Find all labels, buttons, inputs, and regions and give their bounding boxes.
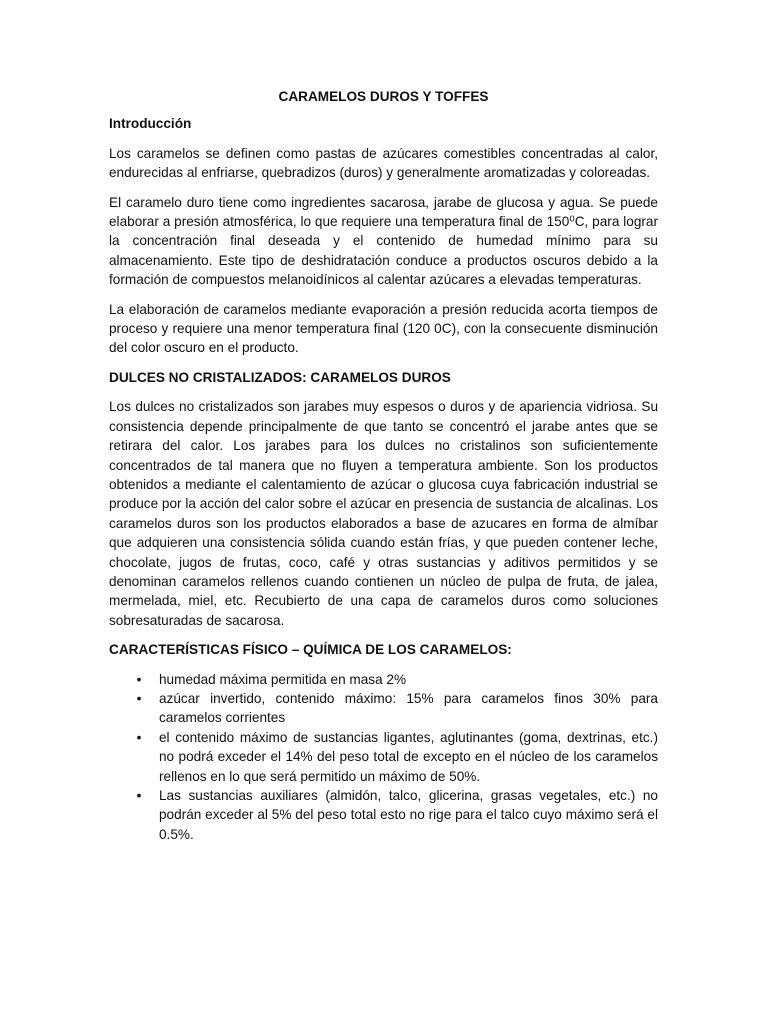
bullet-icon: • [136,690,142,706]
list-item [109,728,658,786]
list-item-text: Las sustancias auxiliares (almidón, talco, glicerina, grasas vegetales, etc.) no podrán exceder al 5% del peso total esto no rige para el talco cuyo máximo será el 0.5%. [159,788,658,842]
section-heading-caramelos-duros: DULCES NO CRISTALIZADOS: CARAMELOS DUROS [109,369,451,385]
bullet-icon: • [136,788,142,803]
list-item [109,670,658,689]
list-item-text: humedad máxima permitida en masa 2% [159,671,407,687]
section-heading-caracteristicas: CARACTERÍSTICAS FÍSICO – QUÍMICA DE LOS CARAMELOS: [109,642,512,658]
bullet-icon: • [136,671,142,687]
characteristics-list [109,670,658,845]
intro-paragraph-1: Los caramelos se definen como pastas de azúcares comestibles concentradas al calor, endurecidas al enfriarse, quebradizos (duros) y generalmente aromatizadas y coloreadas. [109,145,658,181]
list-item [109,786,658,844]
document-title: CARAMELOS DUROS Y TOFFES [278,89,489,104]
list-item [109,689,658,728]
intro-heading: Introducción [109,116,192,132]
list-item-text: azúcar invertido, contenido máximo: 15% para caramelos finos 30% para caramelos corrientes [159,690,658,726]
bullet-icon: • [136,729,142,745]
document-content [109,87,658,844]
intro-paragraph-3: La elaboración de caramelos mediante evaporación a presión reducida acorta tiempos de proceso y requiere una menor temperatura final (120 0C), con la consecuente disminución del color oscuro en el producto. [109,301,658,356]
list-item-text: el contenido máximo de sustancias ligantes, aglutinantes (goma, dextrinas, etc.) no podrá exceder el 14% del peso total de excepto en el núcleo de los caramelos rellenos en lo que será permitido un máximo de 50%. [159,729,658,784]
intro-paragraph-2: El caramelo duro tiene como ingredientes sacarosa, jarabe de glucosa y agua. Se puede elaborar a presión atmosférica, lo que requiere una temperatura final de 150⁰C, para lograr la concentración final deseada y el contenido de humedad mínimo para su almacenamiento. Este tipo de deshidratación conduce a productos oscuros debido a la formación de compuestos melanoidínicos al calentar azúcares a elevadas temperaturas. [109,194,658,288]
section-paragraph-caramelos-duros: Los dulces no cristalizados son jarabes muy espesos o duros y de apariencia vidriosa. Su consistencia depende principalmente de que tanto se concentró el jarabe antes que se retirara del calor. Los jarabes para los dulces no cristalinos son suficientemente concentrados de tal manera que no fluyen a temperatura ambiente. Son los productos obtenidos a mediante el calentamiento de azúcar o glucosa cuya fabricación industrial se produce por la acción del calor sobre el azúcar en presencia de sustancia de alcalinas. Los caramelos duros son los productos elaborados a base de azucares en forma de almíbar que adquieren una consistencia sólida cuando están frías, y que pueden contener leche, chocolate, jugos de frutas, coco, café y otras sustancias y aditivos permitidos y se denominan caramelos rellenos cuando contienen un núcleo de pulpa de fruta, de jalea, mermelada, miel, etc. Recubierto de una capa de caramelos duros como soluciones sobresaturadas de sacarosa. [109,399,658,628]
